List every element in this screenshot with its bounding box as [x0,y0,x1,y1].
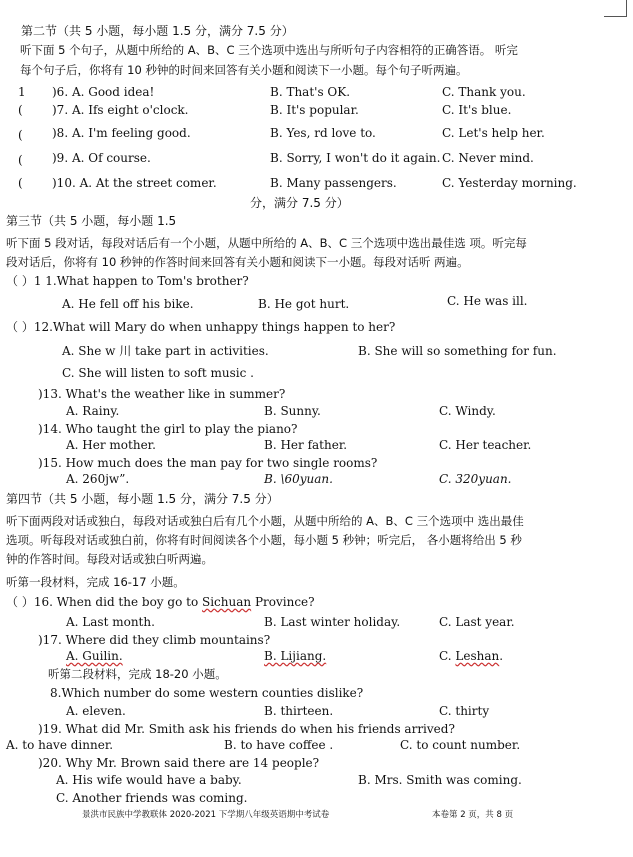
answer-paren: ( [18,153,23,167]
section4-instruction-line1: 听下面两段对话或独白，每段对话或独白后有几个小题，从题中所给的 A、B、C 三个选项中 选出最佳 [6,514,524,528]
question-stem: )7. A. Ifs eight o'clock. [52,103,189,117]
option-b: B. to have coffee . [224,738,334,752]
section3-instruction-line2: 段对话后，你将有 10 秒钟的作答时间来回答有关小题和阅读下一小题。每段对话听 两遍。 [6,255,469,269]
question-stem: )6. A. Good idea! [52,85,155,99]
option-b: B. She will so something for fun. [358,344,557,358]
option-c: C. Her teacher. [439,438,532,452]
option-c: C. Yesterday morning. [442,176,577,190]
question-stem: （ ）1 1.What happen to Tom's brother? [6,274,249,288]
section3-title: 第三节（共 5 小题，每小题 1.5 [6,214,177,228]
option-b: B. Many passengers. [270,176,397,190]
answer-paren: ( [18,103,23,117]
section3-instruction-line1: 听下面 5 段对话，每段对话后有一个小题，从题中所给的 A、B、C 三个选项中选出最佳选 项。听完每 [6,236,527,250]
option-c: C. Thank you. [442,85,526,99]
question-stem: （ ）12.What will Mary do when unhappy things happen to her? [6,320,396,334]
question-stem: )8. A. I'm feeling good. [52,126,191,140]
option-c: C. He was ill. [447,294,528,308]
option-a: A. She w 川 take part in activities. [62,344,269,358]
section4-instruction-line2: 选项。听每段对话或独白前，你将有时间阅读各个小题，每小题 5 秒钟；听完后， 各小题将给出 5 秒 [6,533,522,547]
question-stem: （ ）16. When did the boy go to Sichuan Province? [6,595,315,609]
option-c: C. thirty [439,704,490,718]
section4-instruction-line3: 钟的作答时间。每段对话或独白听两遍。 [6,552,213,566]
option-a: A. Rainy. [66,404,120,418]
option-a: A. Her mother. [66,438,156,452]
option-c: C. to count number. [400,738,521,752]
question-stem: )10. A. At the street comer. [52,176,217,190]
option-c: C. 320yuan. [439,472,512,486]
option-a: A. to have dinner. [6,738,114,752]
option-c: C. Leshan. [439,649,504,663]
option-b: B. \60yuan. [264,472,333,486]
option-c: C. Windy. [439,404,496,418]
option-c: C. Let's help her. [442,126,545,140]
option-b: B. Lijiang. [264,649,327,663]
section4-title: 第四节（共 5 小题，每小题 1.5 分，满分 7.5 分） [6,492,279,506]
answer-paren: 1 [18,85,26,99]
question-stem: )15. How much does the man pay for two single rooms? [38,456,378,470]
corner-crop-mark [604,0,627,17]
option-a: A. His wife would have a baby. [56,773,242,787]
answer-paren: ( [18,128,23,142]
option-c: C. She will listen to soft music . [62,366,254,380]
option-c: C. Another friends was coming. [56,791,248,805]
option-b: B. Last winter holiday. [264,615,401,629]
option-a: A. Last month. [66,615,155,629]
footer-exam-title: 景洪市民族中学教联体 2020-2021 下学期八年级英语期中考试卷 [82,810,330,820]
option-c: C. It's blue. [442,103,512,117]
option-b: B. Her father. [264,438,348,452]
option-b: B. That's OK. [270,85,351,99]
section2-instruction-line2: 每个句子后，你将有 10 秒钟的时间来回答有关小题和阅读下一小题。每个句子听两遍。 [20,63,468,77]
footer-page-number: 本卷第 2 页，共 8 页 [432,810,514,820]
option-a: A. Guilin. [66,649,123,663]
option-b: B. Mrs. Smith was coming. [358,773,522,787]
question-stem: )17. Where did they climb mountains? [38,633,271,647]
option-b: B. He got hurt. [258,297,350,311]
question-stem: )9. A. Of course. [52,151,151,165]
question-stem: )13. What's the weather like in summer? [38,387,286,401]
question-stem: 8.Which number do some western counties dislike? [50,686,364,700]
option-c: C. Never mind. [442,151,534,165]
section2-title: 第二节（共 5 小题，每小题 1.5 分，满分 7.5 分） [21,24,294,38]
section2-instruction-line1: 听下面 5 个句子，从题中所给的 A、B、C 三个选项中选出与所听句子内容相符的正确答语。 听完 [20,43,518,57]
option-a: A. He fell off his bike. [62,297,194,311]
question-stem: )20. Why Mr. Brown said there are 14 people? [38,756,320,770]
question-stem: )14. Who taught the girl to play the piano? [38,422,298,436]
option-b: B. Sunny. [264,404,321,418]
option-c: C. Last year. [439,615,515,629]
answer-paren: ( [18,176,23,190]
option-a: A. eleven. [66,704,126,718]
option-a: A. 260jw”. [66,472,130,486]
material-2-heading: 听第二段材料，完成 18-20 小题。 [48,667,227,681]
material-1-heading: 听第一段材料，完成 16-17 小题。 [6,575,185,589]
option-b: B. thirteen. [264,704,334,718]
option-b: B. It's popular. [270,103,359,117]
option-b: B. Sorry, I won't do it again. [270,151,441,165]
section3-score-fragment: 分，满分 7.5 分） [250,196,349,210]
question-stem: )19. What did Mr. Smith ask his friends do when his friends arrived? [38,722,455,736]
option-b: B. Yes, rd love to. [270,126,376,140]
